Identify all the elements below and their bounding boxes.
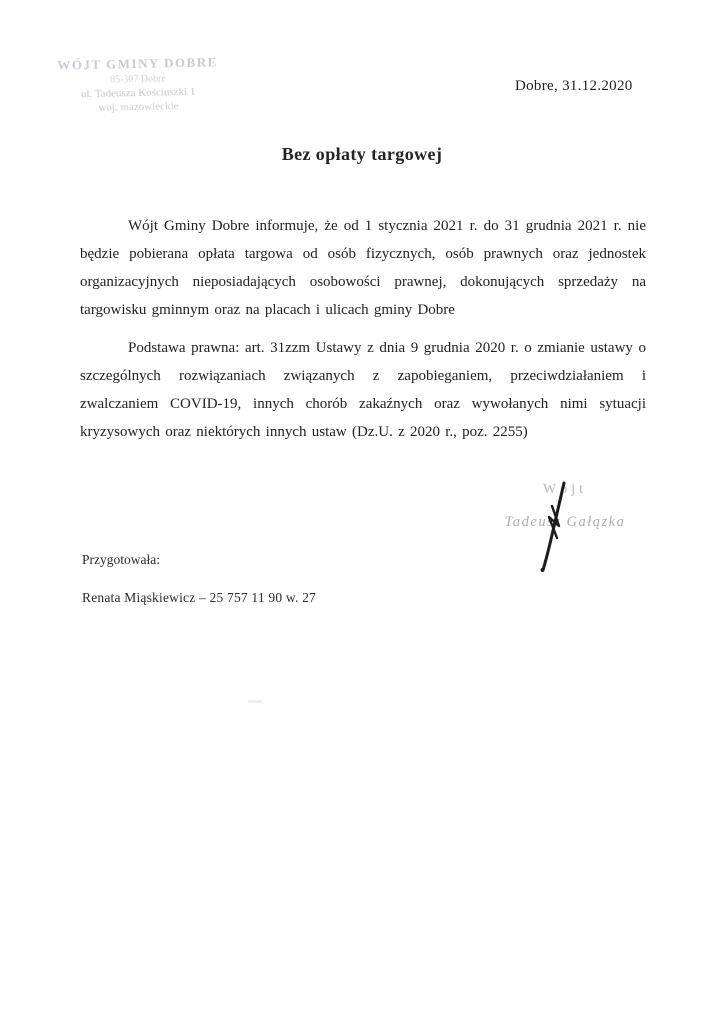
- prepared-by-contact: Renata Miąskiewicz – 25 757 11 90 w. 27: [82, 590, 317, 605]
- document-body: [80, 212, 646, 446]
- letterhead-street: ul. Tadeusza Kościuszki 1: [80, 85, 196, 101]
- body-paragraph-announcement: Wójt Gminy Dobre informuje, że od 1 stycznia 2021 r. do 31 grudnia 2021 r. nie będzie pobierana opłata targowa od osób fizycznych, osób prawnych oraz jednostek organizacyjnych nieposiadających osobowości prawnej, dokonujących sprzedaży na targowisku gminnym oraz na placach i ulicach gminy Dobre: [80, 218, 646, 318]
- signature-name-stamp: Tadeusz Gałązka: [504, 514, 626, 530]
- prepared-by-label: Przygotowała:: [82, 552, 160, 567]
- letterhead-office-name: WÓJT GMINY DOBRE: [57, 54, 218, 73]
- signature-block: [470, 482, 660, 531]
- document-title: Bez opłaty targowej: [281, 144, 443, 164]
- prepared-by-block: [82, 552, 316, 606]
- place-and-date: Dobre, 31.12.2020: [515, 78, 633, 94]
- letterhead-stamp: [47, 54, 228, 115]
- letterhead-postal-code: 05-307 Dobre: [109, 73, 166, 86]
- letterhead-voivodeship: woj. mazowieckie: [98, 100, 179, 114]
- signature-role-stamp: Wójt: [543, 482, 587, 497]
- body-paragraph-legal-basis: Podstawa prawna: art. 31zzm Ustawy z dnia 9 grudnia 2020 r. o zmianie ustawy o szczególnych rozwiązaniach związanych z zapobieganiem, przeciwdziałaniem i zwalczaniem COVID-19, innych chorób zakaźnych oraz wywołanych nimi sytuacji kryzysowych oraz niektórych innych ustaw (Dz.U. z 2020 r., poz. 2255): [80, 340, 646, 440]
- scan-smudge-artifact: [248, 700, 262, 703]
